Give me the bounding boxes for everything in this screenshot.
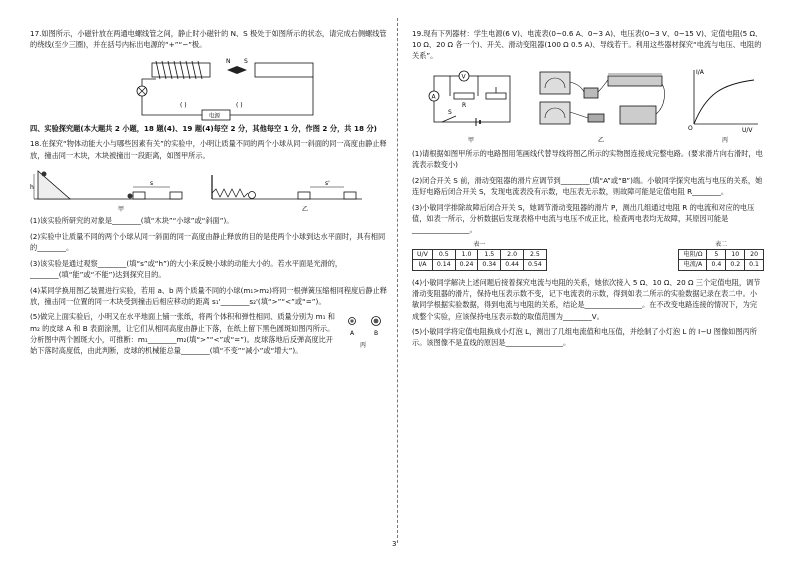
label-fig-bing-19: 丙: [722, 136, 729, 144]
q17-text: 17.如图所示，小磁针放在两通电螺线管之间，静止时小磁针的 N、S 极处于如图所示的状态，请完成右侧螺线管的绕线(至少三圈)，并在括号内标出电源的“+”“−”极。: [30, 29, 387, 50]
table-cell: 20: [745, 249, 764, 260]
table1-title: 表一: [473, 240, 486, 248]
q19-part3: (3)小敏同学排除故障后闭合开关 S，她调节滑动变阻器的滑片 P，测出几组通过电阻 R 的电流和对应的电压值，如表一所示，分析数据后发现表格中电流与电压不成正比，检查两电表均无故障，其原因可能是________________。: [412, 202, 755, 234]
q18-part3: (3)该实验是通过观察________(填“s”或“h”)的大小来反映小球的动能大小的。若水平面是光滑的，________(填“能”或“不能”)达到探究目的。: [30, 258, 343, 279]
table2-block: [678, 240, 764, 272]
label-R: R: [462, 101, 467, 109]
table-cell: 电流/A: [679, 260, 707, 271]
left-column: [30, 28, 388, 361]
fig-bing-circles: [340, 313, 388, 351]
solenoid-circuit-diagram: [30, 55, 388, 123]
label-S: S: [244, 57, 248, 65]
table2-title: 表二: [715, 240, 728, 248]
label-s: s: [150, 180, 154, 188]
table-row: [679, 260, 764, 271]
tables-row: [412, 240, 764, 272]
table-cell: 0.34: [478, 260, 501, 271]
label-s-prime: s': [325, 180, 330, 188]
table-row: [679, 249, 764, 260]
table2: [678, 249, 764, 271]
label-S-switch: S: [448, 108, 452, 116]
column-divider: [397, 18, 398, 543]
label-fig-jia: 甲: [118, 206, 125, 214]
q18-part1: (1)该实验所研究的对象是________(填“木块”“小球”或“斜面”)。: [30, 216, 234, 226]
table-cell: 1.5: [478, 249, 501, 260]
page-number: 3: [392, 540, 397, 548]
label-A-meter: A: [431, 93, 436, 101]
label-fig-jia-19: 甲: [468, 136, 475, 144]
table-cell: U/V: [413, 249, 433, 260]
label-h: h: [30, 184, 34, 192]
label-N: N: [226, 57, 231, 65]
label-axis-I: I/A: [696, 68, 704, 76]
table-cell: 0.14: [432, 260, 455, 271]
label-fig-yi: 乙: [302, 206, 309, 214]
label-axis-U: U/V: [742, 126, 753, 134]
right-column: [412, 28, 764, 353]
table-cell: 0.1: [745, 260, 764, 271]
table-cell: 10: [726, 249, 745, 260]
table-cell: 0.5: [432, 249, 455, 260]
q19-part5: (5)小敏同学将定值电阻换成小灯泡 L，测出了几组电流值和电压值，并绘制了小灯泡 L 的 I−U 图像如图丙所示。该图像不是直线的原因是________________。: [412, 327, 757, 348]
table-row: [413, 249, 547, 260]
q19-part2: (2)闭合开关 S 前，滑动变阻器的滑片应调节到________(填“A”或“B”)端。小敏同学探究电流与电压的关系，她连好电路后闭合开关 S，发现电流表没有示数，电压表无示数，则故障可能是定值电阻 R________。: [412, 175, 763, 196]
q19-part1: (1)请根据如图甲所示的电路图用笔画线代替导线将图乙所示的实物图连接成完整电路。(要求滑片向右滑时，电流表示数变小): [412, 148, 763, 170]
table-cell: 0.2: [726, 260, 745, 271]
q17-figure: [30, 55, 388, 123]
table-cell: 0.24: [455, 260, 478, 271]
table-cell: 1.0: [455, 249, 478, 260]
q18-part4: (4)某同学换用图乙装置进行实验，若用 a、b 两个质量不同的小球(m₁>m₂)将同一根弹簧压缩相同程度后静止释放，撞击同一位置的同一木块受到撞击后相应移动的距离 s₁'________s₂'(填“>”“<”或“=”)。: [30, 285, 387, 306]
q18-part2: (2)实验中让质量不同的两个小球从同一斜面的同一高度由静止释放的目的是使两个小球到达水平面时，具有相同的________。: [30, 231, 386, 253]
label-axis-O: O: [688, 124, 693, 132]
table-cell: 5: [707, 249, 726, 260]
label-paren-right: ( ): [236, 101, 243, 109]
label-power-source: 电源: [209, 113, 221, 120]
q18-intro: 18.在探究“物体动能大小与哪些因素有关”的实验中，小明让质量不同的两个小球从同一斜面的同一高度由静止释放，撞击同一木块，木块被撞出一段距离，如图甲所示。: [30, 139, 387, 160]
table1: [412, 249, 547, 271]
label-V: V: [461, 73, 466, 81]
table1-block: [412, 240, 547, 272]
q19-intro: 19.现有下列器材：学生电源(6 V)、电流表(0~0.6 A、0~3 A)、电压表(0~3 V、0~15 V)、定值电阻(5 Ω、10 Ω、20 Ω 各一个)、开关、滑动变阻器(100 Ω 0.5 A)、导线若干。利用这些器材探究“电流与电压、电阻的关系”。: [412, 29, 763, 61]
q19-figure: [412, 66, 764, 148]
q18-part5: (5)做完上面实验后，小明又在水平地面上铺一张纸，将两个体积和弹性相同、质量分别为 m₁ 和 m₂ 的皮球 A 和 B 表面涂黑，让它们从相同高度由静止下落，在纸上留下黑色圆斑如图丙所示。分析图中两个圆斑大小，可推断：m₁________m₂(填“>”“<”或“=”)。皮球落地后反弹高度比开始下落时高度低，由此判断，皮球的机械能总量________(填“不变”“减小”或“增大”)。: [30, 312, 335, 355]
circuit-figures: [412, 66, 764, 148]
table-cell: 0.54: [523, 260, 546, 271]
label-fig-bing: 丙: [360, 342, 367, 350]
label-fig-yi-19: 乙: [598, 136, 605, 144]
table-cell: 2.5: [523, 249, 546, 260]
table-cell: 2.0: [501, 249, 524, 260]
table-cell: 电阻/Ω: [679, 249, 707, 260]
table-cell: 0.44: [501, 260, 524, 271]
section4-heading: 四、实验探究题(本大题共 2 小题，18 题(4)、19 题(4)每空 2 分，其他每空 1 分，作图 2 分，共 18 分): [30, 123, 377, 133]
table-cell: I/A: [413, 260, 433, 271]
q18-figure: [30, 165, 388, 215]
label-A: A: [350, 330, 355, 338]
label-B: B: [374, 330, 379, 338]
label-paren-left: ( ): [180, 101, 187, 109]
table-cell: 0.4: [707, 260, 726, 271]
kinetic-energy-diagram: [30, 165, 388, 215]
q19-part4: (4)小敏同学解决上述问题后接着探究电流与电阻的关系，她依次接入 5 Ω、10 Ω、20 Ω 三个定值电阻，调节滑动变阻器的滑片，保持电压表示数不变，记下电流表的示数，得到如表二所示的实验数据记录在表二中。小敏同学根据实验数据，得到电流与电阻的关系，结论是________________。在不改变电路连接的情况下，为完成整个实验，应该保持电压表示数的取值范围为________V。: [412, 278, 761, 321]
table-row: [413, 260, 547, 271]
